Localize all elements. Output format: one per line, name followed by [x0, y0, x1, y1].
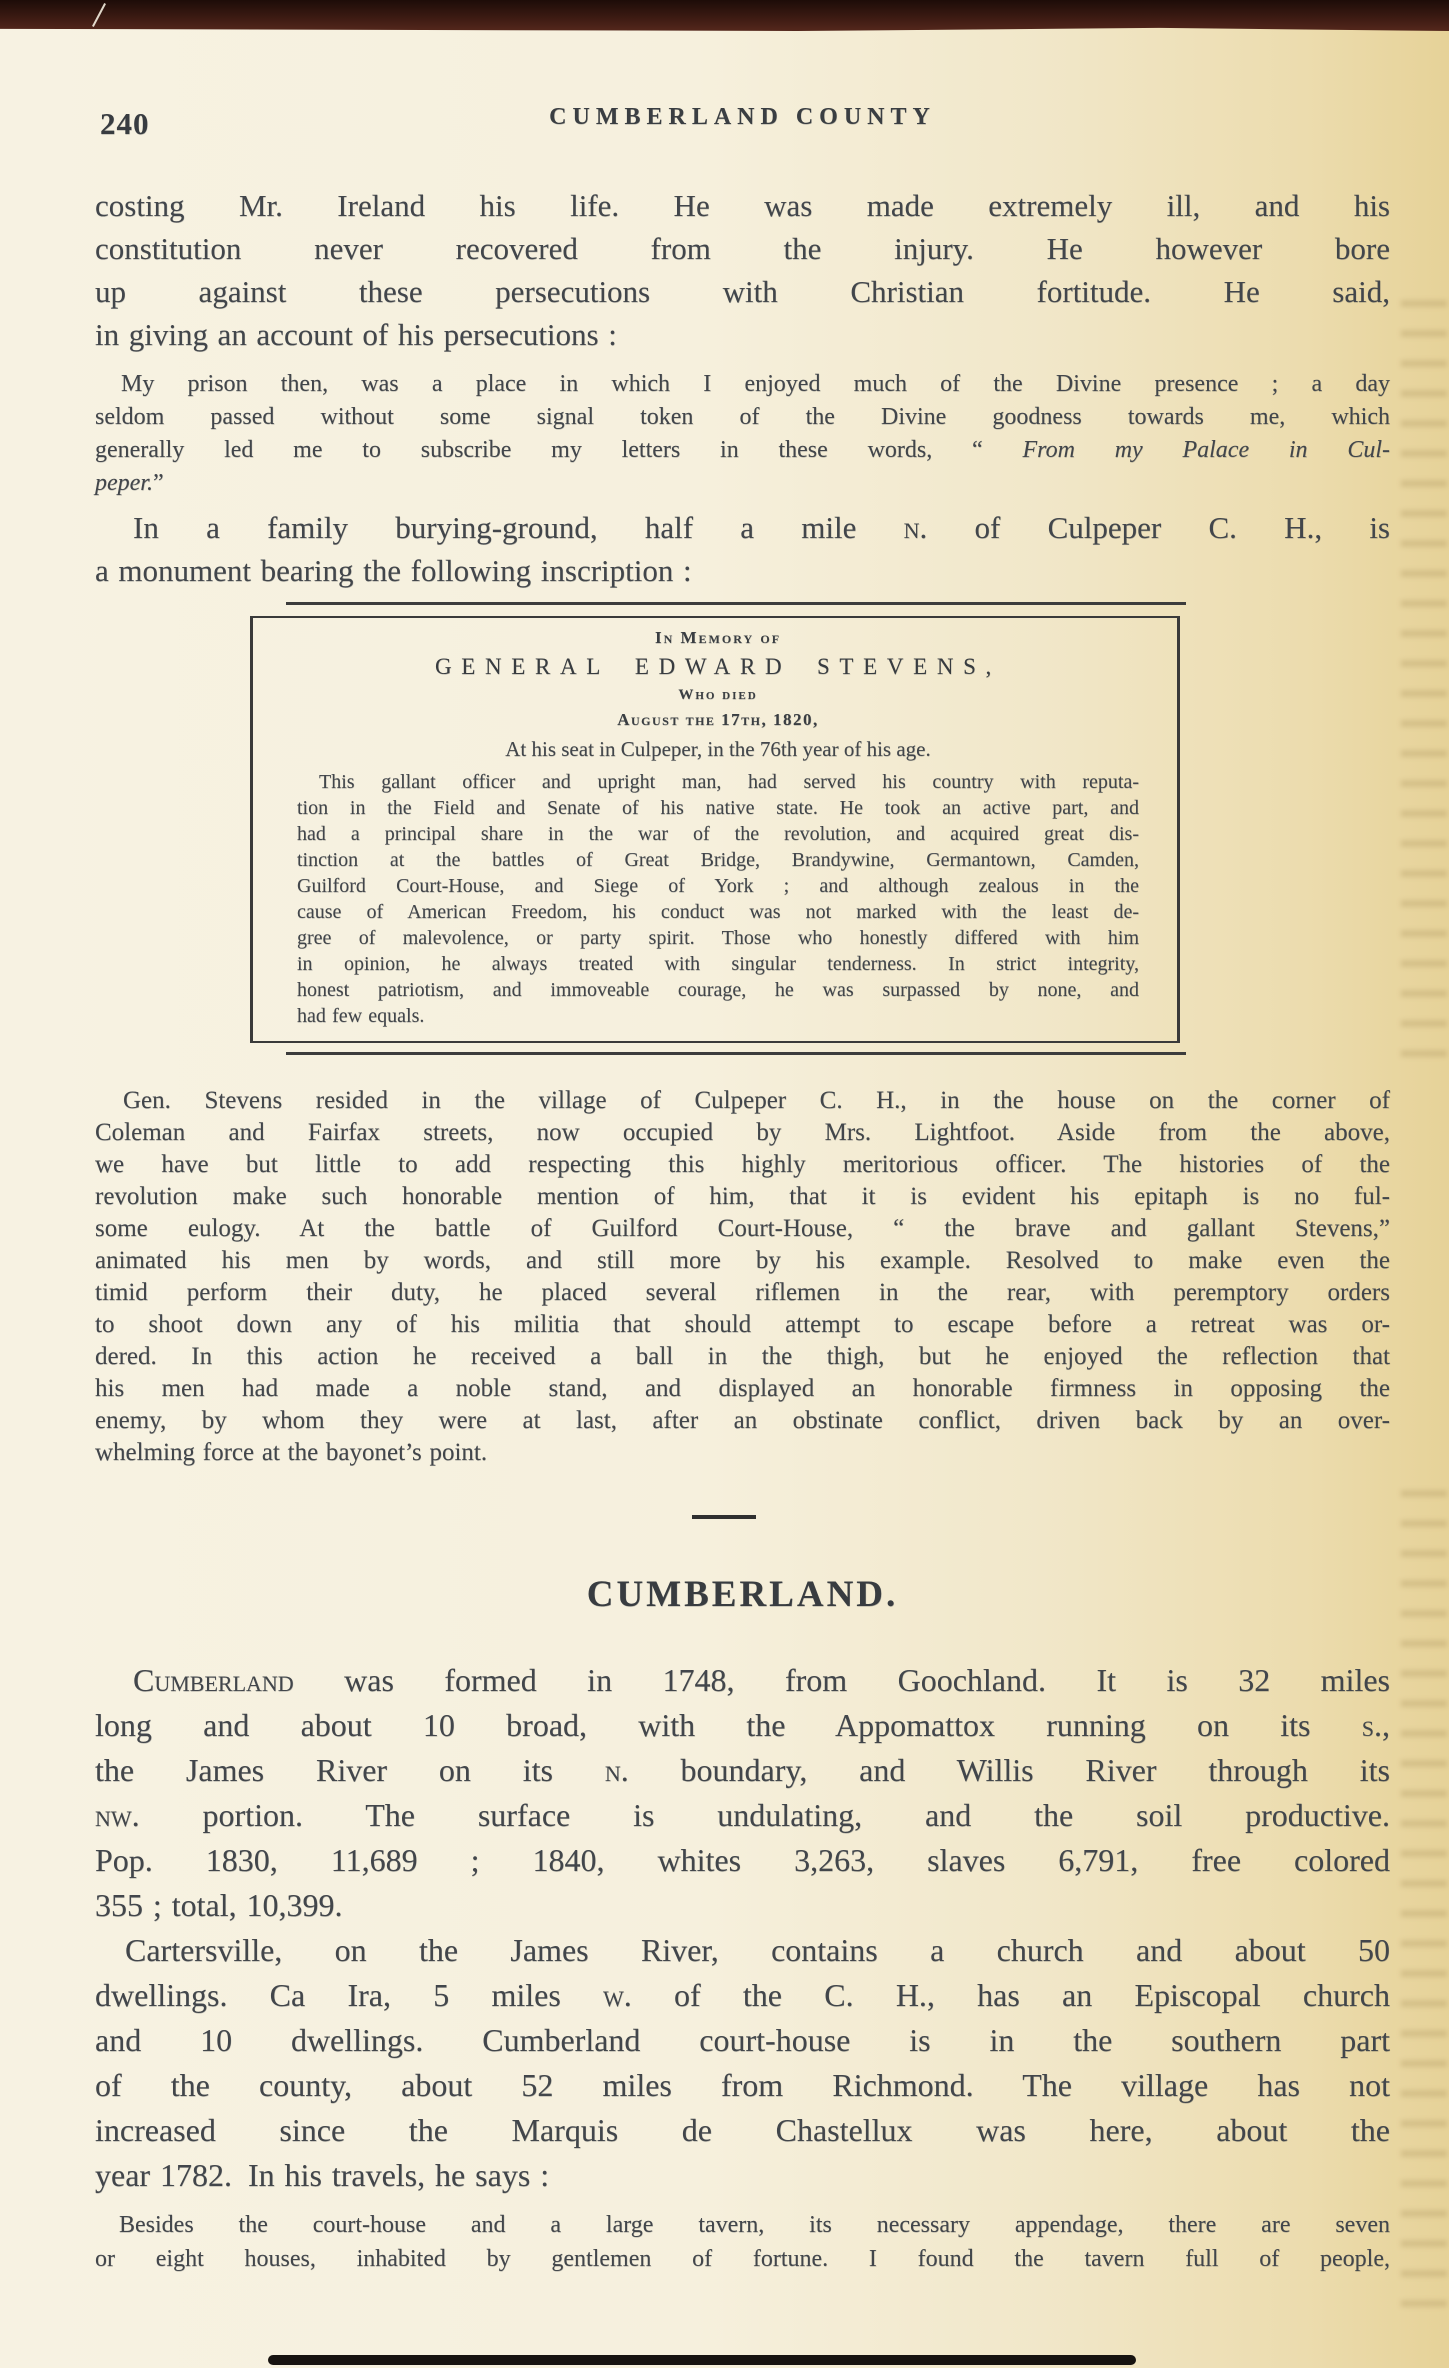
paragraph-prison-quote [95, 368, 1390, 500]
page-number: 240 [100, 106, 150, 141]
scan-top-edge [0, 0, 1449, 31]
text-line: dwellings. Ca Ira, 5 miles w. of the C. H., has an Episcopal church [95, 1977, 1390, 2013]
paragraph-cumberland-formed [95, 1658, 1390, 1928]
text-line: had few equals. [297, 1005, 425, 1027]
text-line: seldom passed without some signal token of the Divine goodness towards me, which [95, 404, 1390, 430]
text-line: constitution never recovered from the injury. He however bore [95, 231, 1390, 266]
text-line: in opinion, he always treated with singular tenderness. In strict integrity, [297, 953, 1139, 975]
text-line: 355 ; total, 10,399. [95, 1887, 343, 1923]
monument-inscription-box [250, 616, 1180, 1043]
text-line: Guilford Court-House, and Siege of York ; and although zealous in the [297, 875, 1139, 897]
paragraph-cartersville [95, 1928, 1390, 2198]
inscription-name: GENERAL EDWARD STEVENS, [435, 654, 1001, 679]
paragraph-burying-ground [95, 506, 1390, 592]
inscription-seat-line: At his seat in Culpeper, in the 76th year of his age. [505, 737, 931, 761]
text-line: enemy, by whom they were at last, after an obstinate conflict, driven back by an over- [95, 1407, 1390, 1434]
inscription-date: August the 17th, 1820, [617, 710, 819, 729]
inscription-in-memory-of: In Memory of [654, 628, 782, 647]
text-line: long and about 10 broad, with the Appomattox running on its s., [95, 1707, 1390, 1743]
text-line: Gen. Stevens resided in the village of Culpeper C. H., in the house on the corner of [123, 1087, 1390, 1114]
text-line: year 1782. In his travels, he says : [95, 2157, 550, 2193]
inscription-eulogy-text [297, 769, 1139, 1029]
text-line: up against these persecutions with Christian fortitude. He said, [95, 274, 1390, 309]
text-line: to shoot down any of his militia that should attempt to escape before a retreat was or- [95, 1311, 1390, 1338]
text-line: generally led me to subscribe my letters in these words, “ From my Palace in Cul- [95, 437, 1390, 463]
text-line: Coleman and Fairfax streets, now occupied by Mrs. Lightfoot. Aside from the above, [95, 1119, 1390, 1146]
text-line: My prison then, was a place in which I enjoyed much of the Divine presence ; a day [121, 371, 1390, 397]
page-header [0, 104, 1449, 141]
text-line: whelming force at the bayonet’s point. [95, 1439, 488, 1466]
text-line: increased since the Marquis de Chastellux was here, about the [95, 2112, 1390, 2148]
inscription-who-died: Who died [678, 687, 758, 703]
paragraph-chastellux-quote [95, 2208, 1390, 2276]
text-line: had a principal share in the war of the revolution, and acquired great dis- [297, 823, 1139, 845]
inscription-top-rule [286, 602, 1186, 605]
text-line: his men had made a noble stand, and displayed an honorable firmness in opposing the [95, 1375, 1390, 1402]
text-line: animated his men by words, and still more by his example. Resolved to make even the [95, 1247, 1390, 1274]
text-line: costing Mr. Ireland his life. He was made extremely ill, and his [95, 188, 1390, 223]
text-line: of the county, about 52 miles from Richmond. The village has not [95, 2067, 1390, 2103]
paragraph-ireland-persecution [95, 184, 1390, 356]
text-line: revolution make such honorable mention of him, that it is evident his epitaph is no ful- [95, 1183, 1390, 1210]
inscription-bottom-rule [286, 1052, 1186, 1055]
text-line: Besides the court-house and a large tavern, its necessary appendage, there are seven [119, 2212, 1390, 2238]
text-line: and 10 dwellings. Cumberland court-house is in the southern part [95, 2022, 1390, 2058]
paragraph-gen-stevens [95, 1085, 1390, 1469]
text-line: dered. In this action he received a ball in the thigh, but he enjoyed the reflection that [95, 1343, 1390, 1370]
text-line: timid perform their duty, he placed several riflemen in the rear, with peremptory orders [95, 1279, 1390, 1306]
text-line: peper.” [95, 470, 164, 496]
text-line: Cartersville, on the James River, contains a church and about 50 [125, 1932, 1390, 1968]
text-line: cause of American Freedom, his conduct was not marked with the least de- [297, 901, 1139, 923]
page-body [0, 184, 1449, 2276]
scan-bottom-edge [268, 2355, 1136, 2365]
text-line: tinction at the battles of Great Bridge, Brandywine, Germantown, Camden, [297, 849, 1139, 871]
text-line: gree of malevolence, or party spirit. Those who honestly differed with him [297, 927, 1139, 949]
section-separator-rule [692, 1515, 756, 1519]
text-line: Pop. 1830, 11,689 ; 1840, whites 3,263, slaves 6,791, free colored [95, 1842, 1390, 1878]
running-header: CUMBERLAND COUNTY [549, 104, 936, 130]
text-line: This gallant officer and upright man, had served his country with reputa- [319, 771, 1139, 793]
section-title-cumberland: CUMBERLAND. [586, 1574, 899, 1615]
text-line: nw. portion. The surface is undulating, and the soil productive. [95, 1797, 1390, 1833]
text-line: In a family burying-ground, half a mile n. of Culpeper C. H., is [133, 510, 1390, 545]
text-line: the James River on its n. boundary, and Willis River through its [95, 1752, 1390, 1788]
text-line: in giving an account of his persecutions : [95, 317, 617, 352]
text-line: Cumberland was formed in 1748, from Goochland. It is 32 miles [133, 1662, 1390, 1698]
text-line: or eight houses, inhabited by gentlemen of fortune. I found the tavern full of people, [95, 2246, 1390, 2272]
text-line: honest patriotism, and immoveable courage, he was surpassed by none, and [297, 979, 1139, 1001]
text-line: we have but little to add respecting this highly meritorious officer. The histories of the [95, 1151, 1390, 1178]
text-line: tion in the Field and Senate of his native state. He took an active part, and [297, 797, 1139, 819]
text-line: some eulogy. At the battle of Guilford Court-House, “ the brave and gallant Stevens,” [95, 1215, 1390, 1242]
text-line: a monument bearing the following inscription : [95, 553, 692, 588]
